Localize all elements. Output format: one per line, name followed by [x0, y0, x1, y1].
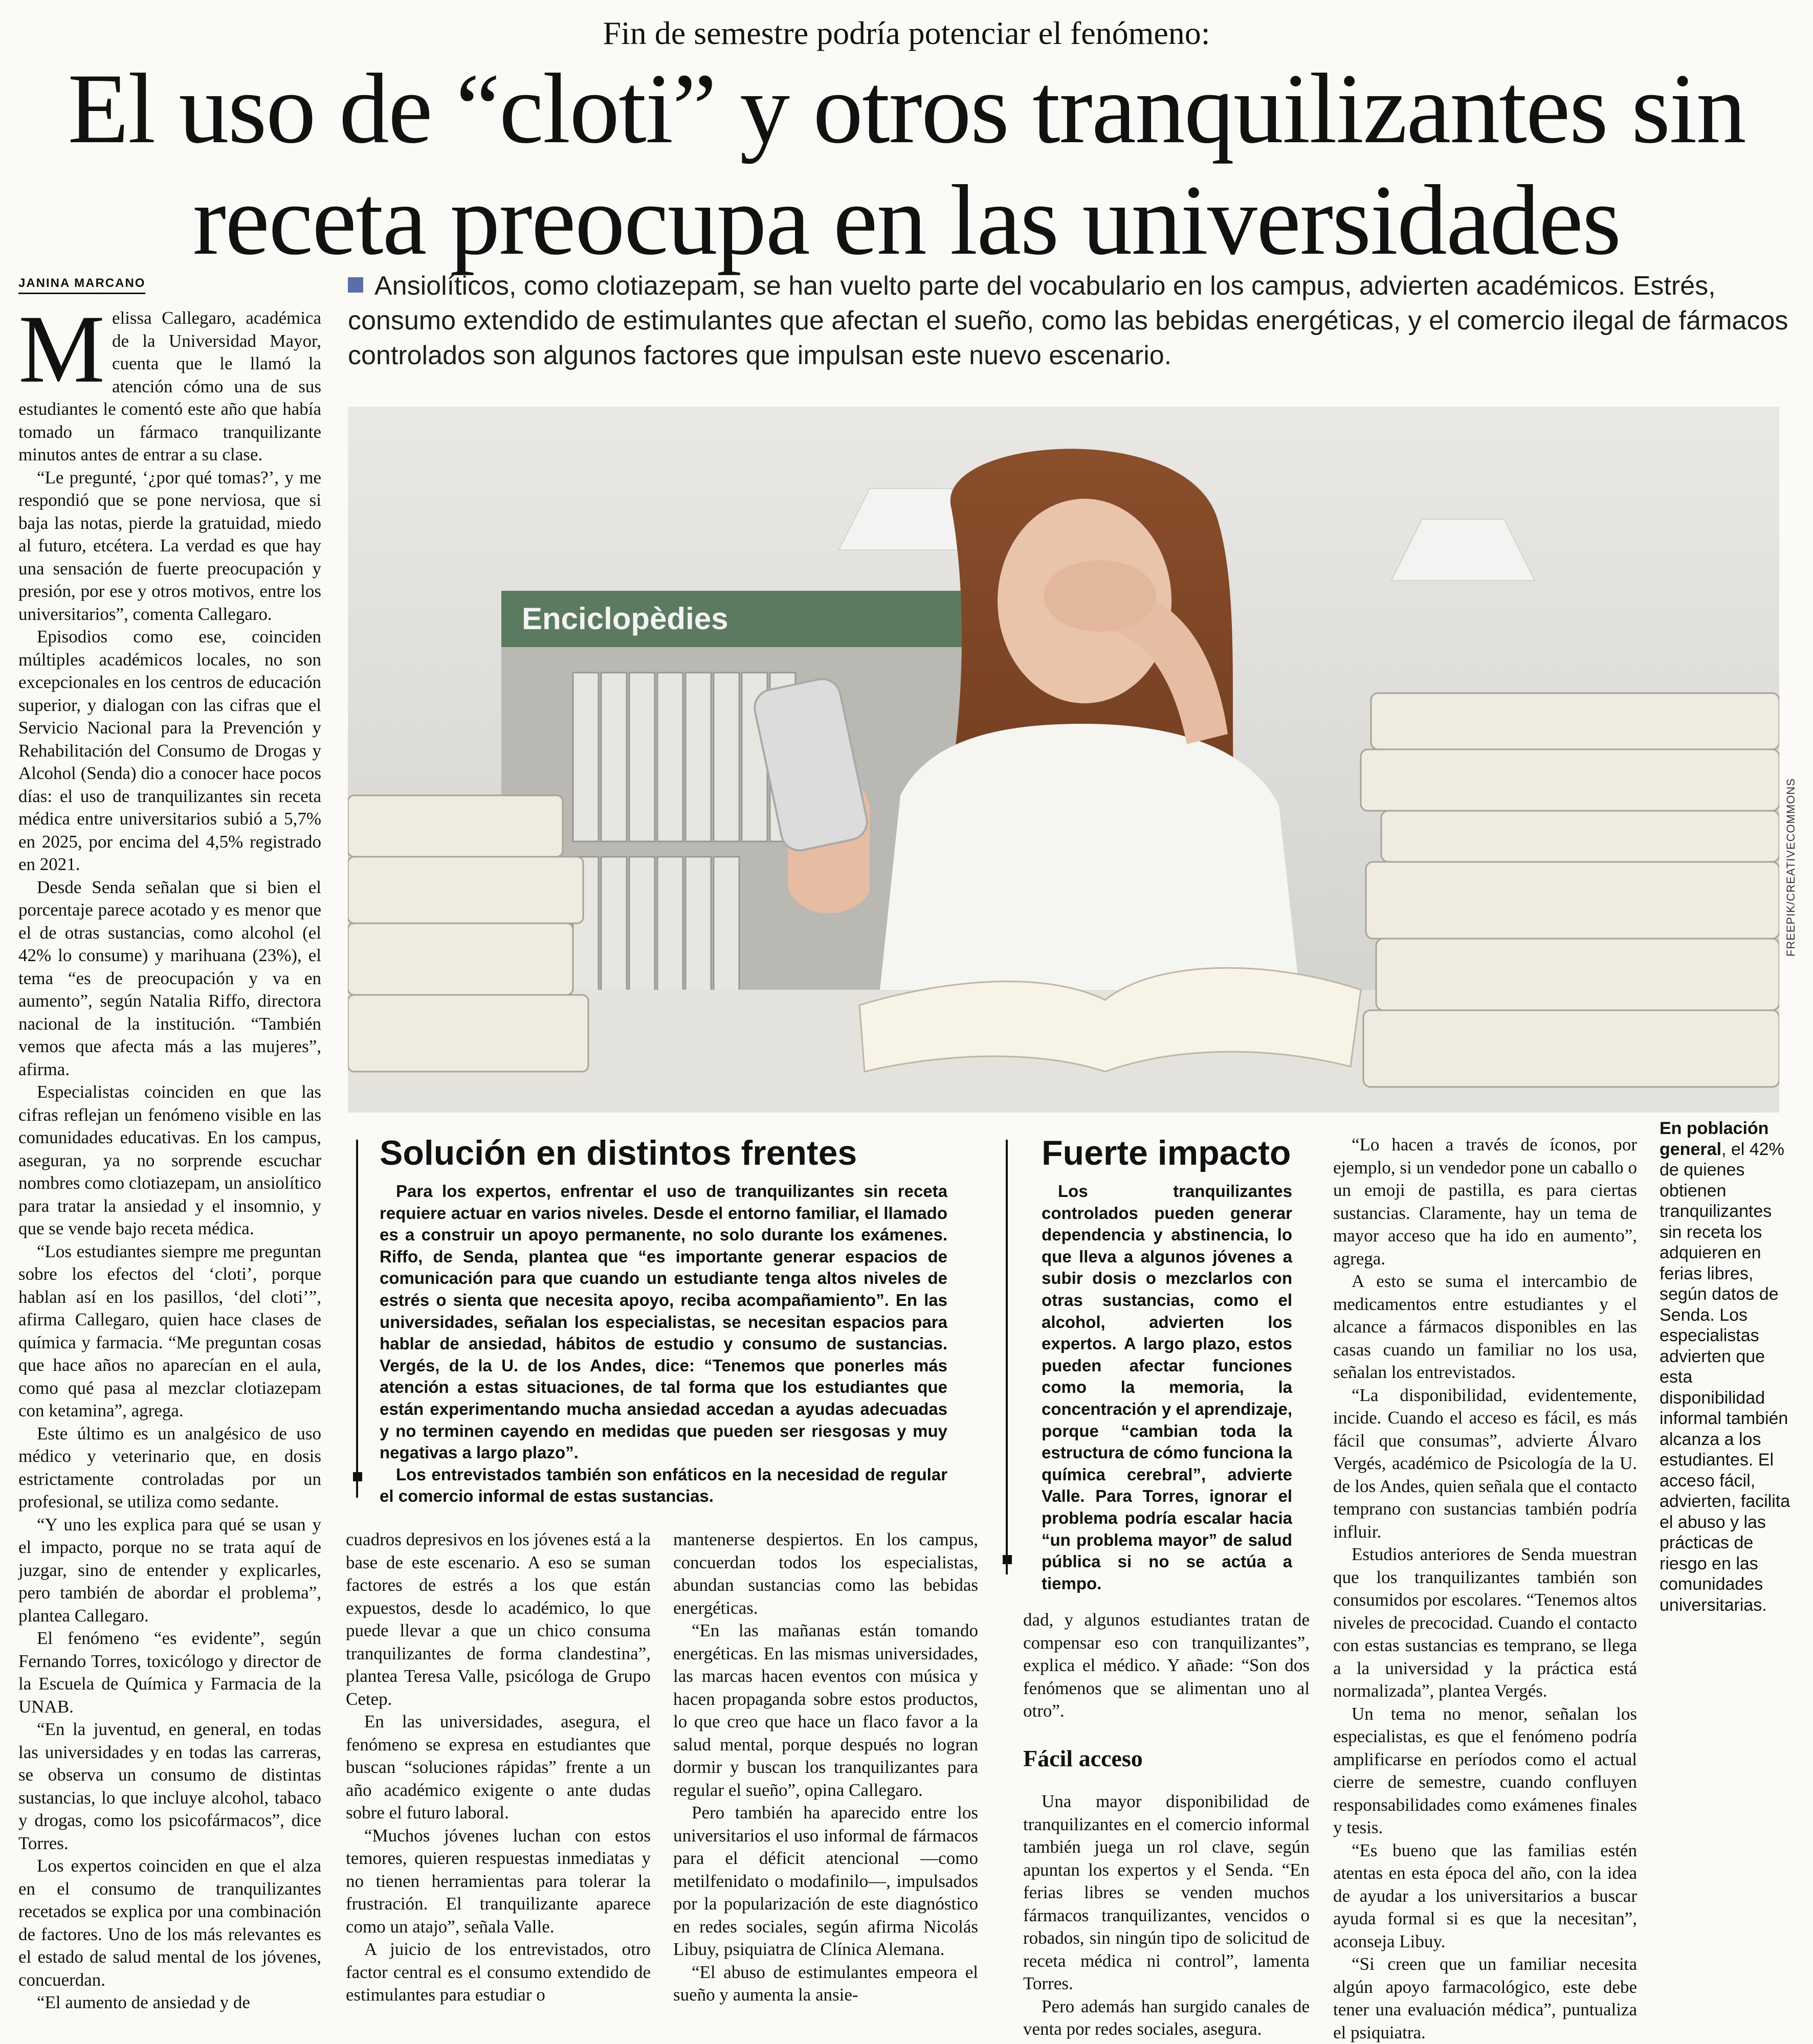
paragraph: Pero también ha aparecido entre los universitarios el uso informal de fármacos para el déficit atencional —como metilfenidato o modafinilo—, impulsados por la popularización de este diagnóstico en redes sociales, según afirma Nicolás Libuy, psiquiatra de Clínica Alemana.: [673, 1803, 978, 1959]
paragraph: mantenerse despiertos. En los campus, concuerdan todos los especialistas, abundan sustancias como las bebidas energéticas.: [673, 1529, 978, 1618]
paragraph: “En la juventud, en general, en todas las universidades y en todas las carreras, se observa un consumo de distintas sustancias, lo que incluye alcohol, tabaco y drogas, como los psicofármacos”, dice Torres.: [18, 1719, 321, 1853]
box-text: [1042, 1181, 1292, 1594]
box-title: Fuerte impacto: [1042, 1134, 1291, 1172]
paragraph: “El abuso de estimulantes empeora el sueño y aumenta la ansie-: [673, 1962, 978, 2005]
paragraph: “En las mañanas están tomando energéticas. En las mismas universidades, las marcas hacen eventos con música y hacen propaganda sobre estos productos, lo que creo que hace un flaco favor a la salud mental, porque después no logran dormir y buscan los tranquilizantes para regular el sueño”, opina Callegaro.: [673, 1620, 978, 1800]
paragraph: Especialistas coinciden en que las cifras reflejan un fenómeno visible en las comunidades educativas. En los campus, aseguran, ya no sorprende escuchar nombres como clotiazepam, un ansiolítico para tratar la ansiedad y el insomnio, y que se vende bajo receta médica.: [18, 1082, 321, 1238]
box-divider: [1006, 1140, 1008, 1574]
kicker: Fin de semestre podría potenciar el fenómeno:: [603, 15, 1210, 51]
paragraph: A juicio de los entrevistados, otro factor central es el consumo extendido de estimulantes para estudiar o: [346, 1939, 651, 2005]
paragraph: El fenómeno “es evidente”, según Fernando Torres, toxicólogo y director de la Escuela de Química y Farmacia de la UNAB.: [18, 1628, 321, 1717]
lead-text: Ansiolíticos, como clotiazepam, se han vuelto parte del vocabulario en los campus, advierten académicos. Estrés, consumo extendido de estimulantes que afectan el sueño, como las bebidas energéticas, y el comercio ilegal de fármacos controlados son algunos factores que impulsan este nuevo escenario.: [348, 271, 1788, 370]
paragraph: “Lo hacen a través de íconos, por ejemplo, si un vendedor pone un caballo o un emoji de pastilla, es para ciertas sustancias. Claramente, hay un tema de mayor acceso que ha ido en aumento”, agrega.: [1333, 1135, 1637, 1269]
byline: JANINA MARCANO: [18, 276, 145, 294]
paragraph: Los entrevistados también son enfáticos en la necesidad de regular el comercio informal de estas sustancias.: [380, 1464, 947, 1506]
paragraph: Episodios como ese, coinciden múltiples académicos locales, no son excepcionales en los centros de educación superior, y dialogan con las cifras que el Servicio Nacional para la Prevención y Rehabilitación del Consumo de Drogas y Alcohol (Senda) dio a conocer hace pocos días: el uso de tranquilizantes sin receta médica entre universitarios subió a 5,7% en 2025, por encima del 4,5% registrado en 2021.: [18, 627, 321, 874]
side-note-text: , el 42% de quienes obtienen tranquilizantes sin receta los adquieren en ferias libres, según datos de Senda. Los especialistas advierten que esta disponibilidad informal también alcanza a los estudiantes. El acceso fácil, advierten, facilita el abuso y las prácticas de riesgo en las comunidades universitarias.: [1660, 1139, 1790, 1615]
paragraph: Desde Senda señalan que si bien el porcentaje parece acotado y es menor que el de otras sustancias, como alcohol (el 42% lo consume) y marihuana (23%), el tema “es de preocupación y va en aumento”, según Natalia Riffo, directora nacional de la institución. “También vemos que afecta más a las mujeres”, afirma.: [18, 877, 321, 1079]
paragraph: “Muchos jóvenes luchan con estos temores, quieren respuestas inmediatas y no tienen herramientas para tolerar la frustración. El tranquilizante aparece como un atajo”, señala Valle.: [346, 1825, 651, 1937]
article-column-1: [18, 296, 321, 2014]
square-bullet-icon: [348, 277, 363, 293]
lead-paragraph: [348, 269, 1796, 373]
shelf-label: Enciclopèdies: [522, 602, 728, 636]
box-divider: [356, 1140, 358, 1498]
paragraph: “Y uno les explica para qué se usan y el impacto, porque no se trata aquí de juzgar, sino de entender y explicarles, pero también de abordar el problema”, plantea Callegaro.: [18, 1514, 321, 1626]
paragraph: Estudios anteriores de Senda muestran que los tranquilizantes también son consumidos por escolares. “Tenemos altos niveles de precocidad. Cuando el contacto con estas sustancias es temprano, se llega a la universidad y la práctica está normalizada”, plantea Vergés.: [1333, 1544, 1637, 1701]
paragraph: “Le pregunté, ‘¿por qué tomas?’, y me respondió que se pone nerviosa, que si baja las notas, pierde la gratuidad, miedo al futuro, etcétera. La verdad es que hay una sensación de fuerte preocupación y presión, por ese y otros motivos, entre los universitarios”, comenta Callegaro.: [18, 467, 321, 624]
article-photo: [348, 407, 1779, 1113]
paragraph: “La disponibilidad, evidentemente, incide. Cuando el acceso es fácil, es más fácil que consumas”, advierte Álvaro Vergés, académico de Psicología de la U. de los Andes, quien señala que el contacto temprano con sustancias también podría influir.: [1333, 1385, 1637, 1542]
paragraph: “Es bueno que las familias estén atentas en esta época del año, con la idea de ayudar a los universitarios a buscar ayuda formal si es que la necesitan”, aconseja Libuy.: [1333, 1840, 1637, 1951]
paragraph: Una mayor disponibilidad de tranquilizantes en el comercio informal también juega un rol clave, según apuntan los expertos y el Senda. “En ferias libres se venden muchos fármacos tranquilizantes, vencidos o robados, sin ningún tipo de solicitud de receta médica ni control”, lamenta Torres.: [1023, 1791, 1310, 1993]
drop-cap: M: [18, 296, 105, 403]
paragraph: “El aumento de ansiedad y de: [37, 1992, 250, 2012]
article-column-5: [1333, 1134, 1637, 2044]
paragraph: Para los expertos, enfrentar el uso de tranquilizantes sin receta requiere actuar en varios niveles. Desde el entorno familiar, el llamado es a construir un apoyo permanente, no solo durante los exámenes. Riffo, de Senda, plantea que “es importante generar espacios de comunicación para que cuando un estudiante tenga altos niveles de estrés o sienta que necesita apoyo, reciba acompañamiento”. En las universidades, señalan los especialistas, se necesitan espacios para hablar de ansiedad, hábitos de estudio y consumo de sustancias. Vergés, de la U. de los Andes, dice: “Tenemos que ponerles más atención a estas situaciones, de tal forma que los estudiantes que están experimentando mucha ansiedad accedan a ayudas adecuadas y no terminen cayendo en medidas que pueden ser riesgosas y muy negativas a largo plazo”.: [380, 1182, 947, 1462]
paragraph: A esto se suma el intercambio de medicamentos entre estudiantes y el alcance a fármacos disponibles en las casas cuando un familiar no los usa, señalan los entrevistados.: [1333, 1271, 1637, 1382]
article-column-4: [1023, 1609, 1310, 2041]
box-end-marker: [1003, 1555, 1012, 1564]
paragraph: Los expertos coinciden en que el alza en el consumo de tranquilizantes recetados se explica por una combinación de factores. Uno de los más relevantes es el estado de salud mental de los jóvenes, concuerdan.: [18, 1856, 321, 1990]
paragraph: Este último es un analgésico de uso médico y veterinario que, en dosis estrictamente controladas por un profesional, se utiliza como sedante.: [18, 1423, 321, 1512]
paragraph: “Si creen que un familiar necesita algún apoyo farmacológico, este debe tener una evaluación médica”, puntualiza el psiquiatra.: [1333, 1954, 1637, 2042]
headline-line-2: receta preocupa en las universidades: [192, 165, 1621, 276]
side-note-lead: En población general: [1660, 1119, 1769, 1159]
student-studying-illustration: [348, 407, 1779, 1113]
photo-credit: FREEPIK/CREATIVECOMMONS: [1784, 778, 1797, 957]
paragraph: dad, y algunos estudiantes tratan de compensar eso con tranquilizantes”, explica el médico. Y añade: “Son dos fenómenos que se alimentan uno al otro”.: [1023, 1610, 1310, 1721]
paragraph: “Los estudiantes siempre me preguntan sobre los efectos del ‘cloti’, porque hablan así en los pasillos, ‘del cloti’”, afirma Callegaro, quien hace clases de química y farmacia. “Me preguntan cosas que hace años no aparecían en el aula, como qué pasa al mezclar clotiazepam con ketamina”, agrega.: [18, 1241, 321, 1420]
paragraph: Pero además han surgido canales de venta por redes sociales, asegura.: [1023, 1996, 1310, 2039]
headline: [31, 53, 1782, 276]
paragraph: cuadros depresivos en los jóvenes está a la base de este escenario. A eso se suman factores de estrés a los que están expuestos, desde lo académico, lo que puede llevar a que un chico consuma tranquilizantes de forma clandestina”, plantea Teresa Valle, psicóloga de Grupo Cetep.: [346, 1529, 651, 1709]
article-column-3: [673, 1528, 978, 2007]
paragraph: Los tranquilizantes controlados pueden generar dependencia y abstinencia, lo que lleva a algunos jóvenes a subir dosis o mezclarlos con otras sustancias, como el alcohol, advierten los expertos. A largo plazo, estos pueden afectar funciones como la memoria, la concentración y el aprendizaje, porque “cambian toda la estructura de cómo funciona la química cerebral”, advierte Valle. Para Torres, ignorar el problema podría escalar hacia “un problema mayor” de salud pública si no se actúa a tiempo.: [1042, 1182, 1292, 1593]
article-column-2: [346, 1528, 651, 2007]
subhead: Fácil acceso: [1023, 1745, 1143, 1771]
box-end-marker: [353, 1472, 362, 1481]
side-note: [1660, 1118, 1790, 1615]
paragraph: elissa Callegaro, académica de la Universidad Mayor, cuenta que le llamó la atención cómo una de sus estudiantes le comentó este año que había tomado un fármaco tranquilizante minutos antes de entrar a su clase.: [18, 308, 321, 464]
paragraph: En las universidades, asegura, el fenómeno se expresa en estudiantes que buscan “soluciones rápidas” frente a un año académico exigente o ante dudas sobre el futuro laboral.: [346, 1712, 651, 1823]
box-title: Solución en distintos frentes: [380, 1134, 857, 1172]
box-text: [380, 1181, 947, 1507]
headline-line-1: El uso de “cloti” y otros tranquilizantes sin: [68, 53, 1745, 164]
paragraph: Un tema no menor, señalan los especialistas, es que el fenómeno podría amplificarse en períodos como el actual cierre de semestre, cuando confluyen responsabilidades como exámenes finales y tesis.: [1333, 1703, 1637, 1837]
